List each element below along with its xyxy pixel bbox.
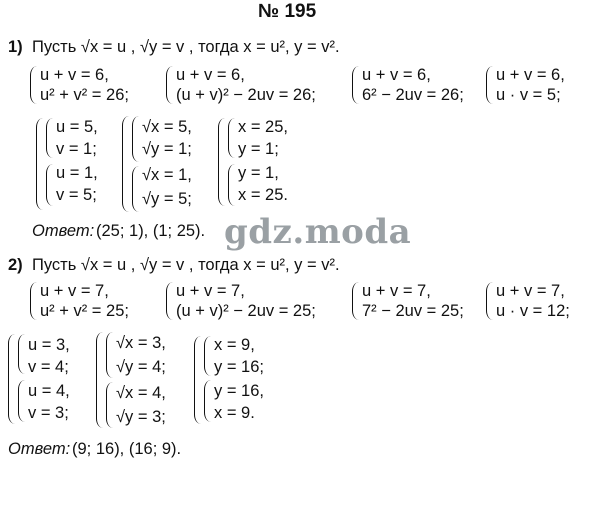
equation: u = 1,	[56, 164, 98, 182]
equation: x = 9,	[214, 336, 255, 354]
brace	[132, 166, 139, 212]
outer-bracket	[36, 118, 43, 210]
equation: (u + v)² − 2uv = 26;	[176, 86, 316, 104]
outer-bracket	[8, 334, 15, 424]
equation: u · v = 5;	[496, 86, 561, 104]
equation: y = 1,	[238, 164, 279, 182]
equation: √x = 5,	[142, 118, 192, 136]
equation: √y = 3;	[116, 408, 166, 426]
answer-text: (25; 1), (1; 25).	[96, 222, 206, 240]
brace	[46, 164, 53, 206]
outer-bracket	[218, 118, 225, 206]
brace	[228, 164, 235, 206]
part1-intro: Пусть √x = u , √y = v , тогда x = u², y = v².	[32, 38, 340, 56]
outer-bracket	[122, 116, 129, 212]
brace	[486, 282, 493, 320]
equation: u + v = 6,	[176, 66, 245, 84]
brace	[30, 282, 37, 320]
equation: u = 4,	[28, 382, 70, 400]
outer-bracket	[194, 336, 201, 424]
brace	[18, 334, 25, 374]
equation: u + v = 7,	[176, 282, 245, 300]
brace	[352, 282, 359, 320]
equation: √x = 3,	[116, 334, 166, 352]
equation: √x = 4,	[116, 384, 166, 402]
equation: v = 5;	[56, 186, 97, 204]
watermark: gdz.moda	[224, 212, 412, 252]
equation: (u + v)² − 2uv = 25;	[176, 302, 316, 320]
equation: x = 9.	[214, 404, 255, 422]
problem-number: № 195	[258, 1, 317, 22]
equation: v = 1;	[56, 140, 97, 158]
equation: u² + v² = 25;	[40, 302, 129, 320]
brace	[106, 332, 113, 378]
brace	[106, 382, 113, 428]
equation: y = 16;	[214, 358, 264, 376]
equation: y = 1;	[238, 140, 279, 158]
brace	[18, 380, 25, 422]
brace	[204, 380, 211, 422]
brace	[30, 66, 37, 104]
equation: u + v = 7,	[362, 282, 431, 300]
brace	[166, 282, 173, 320]
equation: u² + v² = 26;	[40, 86, 129, 104]
equation: u + v = 6,	[496, 66, 565, 84]
equation: x = 25,	[238, 118, 288, 136]
equation: u + v = 7,	[496, 282, 565, 300]
outer-bracket	[96, 332, 103, 428]
part2-number: 2)	[8, 256, 23, 274]
equation: u = 5,	[56, 118, 98, 136]
equation: u + v = 7,	[40, 282, 109, 300]
brace	[228, 118, 235, 158]
answer-label: Ответ:	[8, 440, 71, 458]
equation: u = 3,	[28, 336, 70, 354]
equation: v = 4;	[28, 358, 69, 376]
brace	[486, 66, 493, 104]
equation: x = 25.	[238, 186, 288, 204]
brace	[132, 116, 139, 162]
equation: √x = 1,	[142, 166, 192, 184]
equation: y = 16,	[214, 382, 264, 400]
equation: u + v = 6,	[40, 66, 109, 84]
equation: 7² − 2uv = 25;	[362, 302, 464, 320]
brace	[204, 336, 211, 376]
answer-label: Ответ:	[32, 222, 95, 240]
equation: v = 3;	[28, 404, 69, 422]
brace	[166, 66, 173, 104]
equation: u + v = 6,	[362, 66, 431, 84]
answer-text: (9; 16), (16; 9).	[72, 440, 182, 458]
equation: √y = 4;	[116, 358, 166, 376]
part2-intro: Пусть √x = u , √y = v , тогда x = u², y = v².	[32, 256, 340, 274]
equation: √y = 5;	[142, 190, 192, 208]
brace	[46, 118, 53, 158]
equation: 6² − 2uv = 26;	[362, 86, 464, 104]
equation: u · v = 12;	[496, 302, 570, 320]
brace	[352, 66, 359, 104]
equation: √y = 1;	[142, 140, 192, 158]
part1-number: 1)	[8, 38, 23, 56]
